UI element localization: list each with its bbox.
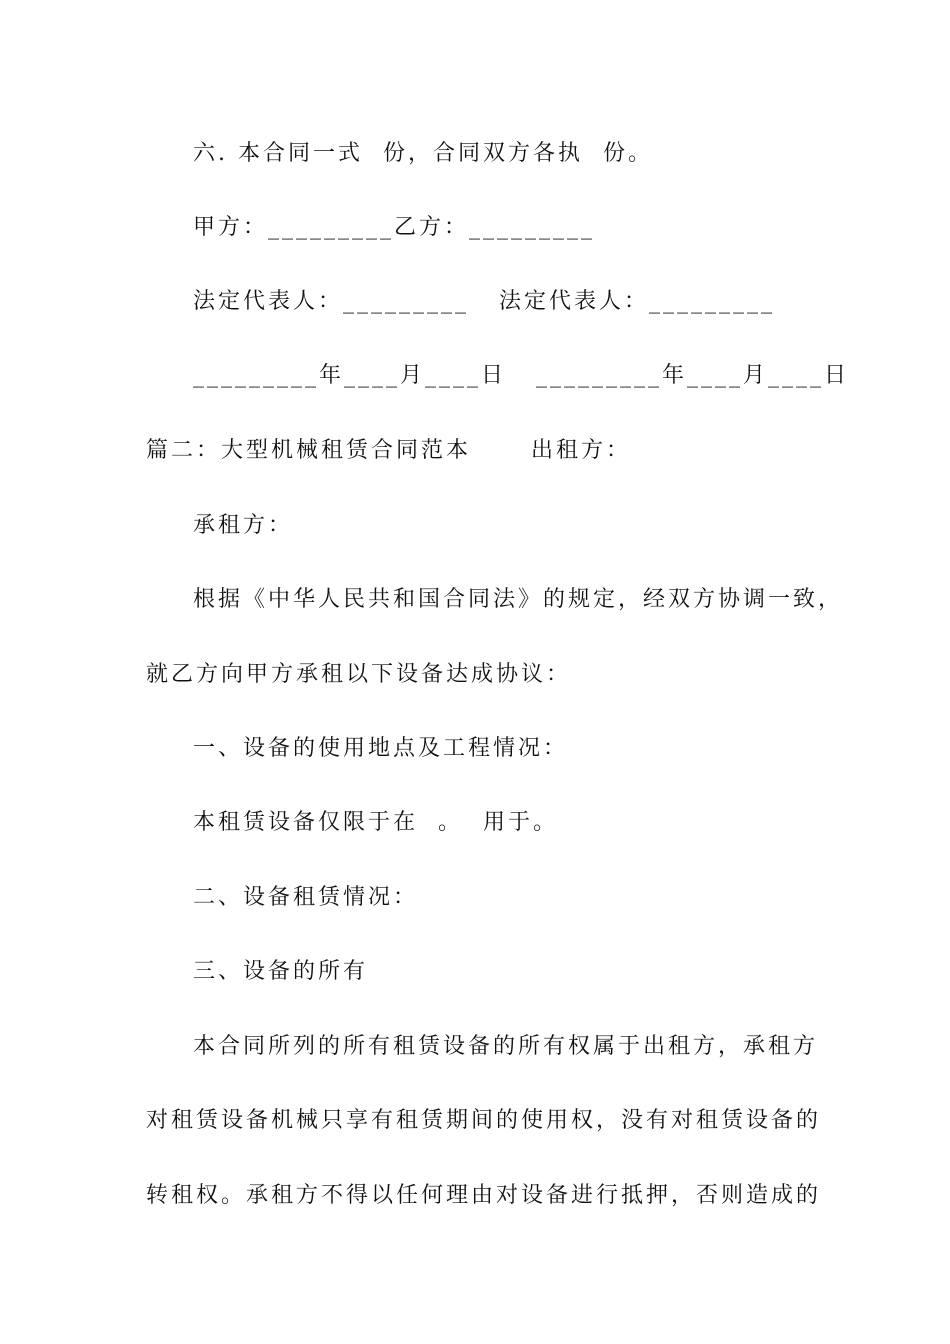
clause-six-copies: 六. 本合同一式 份，合同双方各执 份。 bbox=[193, 141, 653, 166]
ownership-paragraph-line-3: 转租权。承租方不得以任何理由对设备进行抵押，否则造成的 bbox=[146, 1183, 822, 1208]
paragraph-basis-line-1: 根据《中华人民共和国合同法》的规定，经双方协调一致， bbox=[193, 587, 844, 612]
usage-location-text: 本租赁设备仅限于在 。 用于。 bbox=[193, 810, 558, 835]
section-one-heading: 一、设备的使用地点及工程情况： bbox=[193, 736, 569, 761]
legal-representative-line: 法定代表人：_________ 法定代表人：_________ bbox=[193, 289, 775, 314]
ownership-paragraph-line-1: 本合同所列的所有租赁设备的所有权属于出租方，承租方 bbox=[193, 1034, 819, 1059]
party-a-b-signature-line: 甲方：_________乙方：_________ bbox=[193, 215, 596, 240]
paragraph-basis-line-2: 就乙方向甲方承租以下设备达成协议： bbox=[146, 662, 572, 687]
lessee-label: 承租方： bbox=[193, 513, 294, 538]
contract-two-title: 篇二：大型机械租赁合同范本 出租方： bbox=[146, 438, 631, 463]
ownership-paragraph-line-2: 对租赁设备机械只享有租赁期间的使用权，没有对租赁设备的 bbox=[146, 1108, 822, 1133]
section-two-heading: 二、设备租赁情况： bbox=[193, 885, 419, 910]
date-line: _________年____月____日 _________年____月____日 bbox=[193, 363, 849, 388]
section-three-heading: 三、设备的所有 bbox=[193, 959, 369, 984]
